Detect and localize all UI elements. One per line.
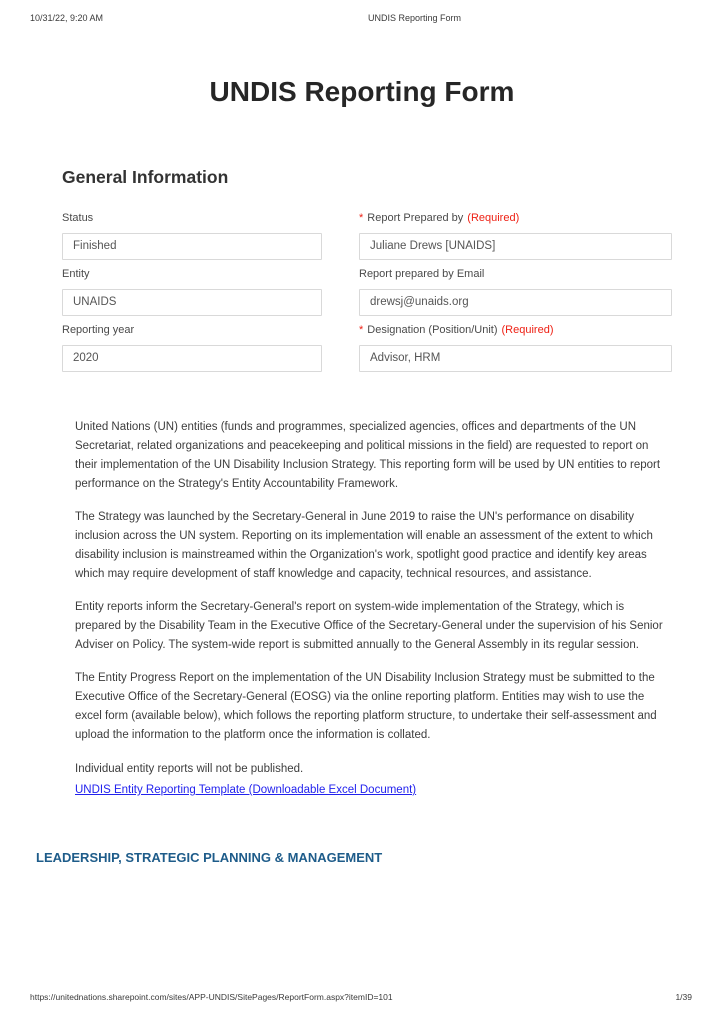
intro-paragraph-3: Entity reports inform the Secretary-General's report on system-wide implementation of the Strategy, which is prepared by the Disability Team in the Executive Office of the Secretary-General under the supervision of his Senior Adviser on Policy. The system-wide report is submitted annually to the General Assembly in its regular session. (75, 601, 663, 651)
required-suffix: (Required) (501, 324, 554, 336)
required-marker: * (359, 212, 364, 224)
required-marker: * (359, 324, 364, 336)
intro-paragraph-2: The Strategy was launched by the Secretary-General in June 2019 to raise the UN's performance on disability inclusion across the UN system. Reporting on its implementation will enable an assessment of the extent to which disability inclusion is mainstreamed within the Organization's work, spotlight good practice and identify key areas which may require development of staff knowledge and capacity, technical resources, and assistance. (75, 511, 653, 580)
report-prepared-by-label: * Report Prepared by (Required) (359, 212, 520, 224)
print-doc-title: UNDIS Reporting Form (368, 13, 462, 23)
entity-input[interactable]: UNAIDS (62, 289, 322, 316)
section-general-information: General Information (62, 167, 229, 187)
publish-note: Individual entity reports will not be published. (75, 763, 304, 775)
reporting-year-label: Reporting year (62, 324, 135, 336)
intro-paragraph-4: The Entity Progress Report on the implementation of the UN Disability Inclusion Strategy must be submitted to the Executive Office of the Secretary-General (EOSG) via the online reporting platform. Entities may wish to use the excel form (available below), which follows the reporting platform structure, to undertake their self-assessment and upload the information to the platform once the information is collated. (75, 672, 657, 741)
print-url: https://unitednations.sharepoint.com/sites/APP-UNDIS/SitePages/ReportForm.aspx?itemID=101 (30, 992, 393, 1002)
field-entity (62, 268, 322, 316)
report-prepared-by-email-input[interactable]: drewsj@unaids.org (359, 289, 672, 316)
field-reporting-year (62, 324, 322, 372)
designation-input[interactable]: Advisor, HRM (359, 345, 672, 372)
intro-text (75, 418, 672, 801)
general-info-form (62, 212, 724, 372)
required-suffix: (Required) (467, 212, 520, 224)
report-prepared-by-input[interactable]: Juliane Drews [UNAIDS] (359, 233, 672, 260)
print-datetime: 10/31/22, 9:20 AM (30, 13, 104, 23)
entity-label: Entity (62, 268, 90, 280)
field-status (62, 212, 322, 260)
print-footer (0, 992, 724, 1006)
designation-label: * Designation (Position/Unit) (Required) (359, 324, 554, 336)
report-prepared-by-email-label: Report prepared by Email (359, 268, 485, 280)
page-title: UNDIS Reporting Form (209, 76, 515, 107)
page-number: 1/39 (675, 992, 692, 1002)
print-header (0, 13, 724, 27)
excel-template-link[interactable]: UNDIS Entity Reporting Template (Downloadable Excel Document) (75, 784, 417, 796)
note-block (75, 759, 672, 801)
status-label: Status (62, 212, 94, 224)
section-leadership-heading: LEADERSHIP, STRATEGIC PLANNING & MANAGEMENT (36, 850, 383, 865)
status-input[interactable]: Finished (62, 233, 322, 260)
field-report-prepared-by-email (359, 268, 672, 316)
field-report-prepared-by (359, 212, 672, 260)
intro-paragraph-1: United Nations (UN) entities (funds and programmes, specialized agencies, offices and departments of the UN Secretariat, related organizations and peacekeeping and political missions in the field) are requested to report on their implementation of the UN Disability Inclusion Strategy. This reporting form will be used by UN entities to report performance on the Strategy's Entity Accountability Framework. (75, 421, 661, 490)
field-designation (359, 324, 672, 372)
reporting-year-input[interactable]: 2020 (62, 345, 322, 372)
